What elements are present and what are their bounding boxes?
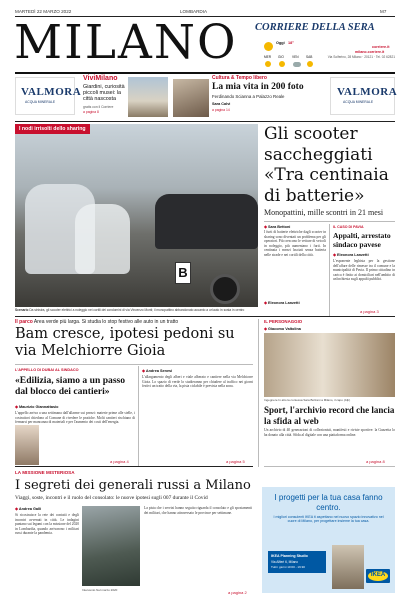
- lead-author-1: ◆ Sara Bettoni: [264, 225, 291, 229]
- weather-day-4: SAB: [306, 55, 313, 59]
- segreti-author: ◆ Andrea Galli: [15, 507, 42, 511]
- cultura-sub: Ferdinando Scianna a Palazzo Reale: [212, 94, 285, 99]
- ikea-logo-text: IKEA: [370, 572, 386, 578]
- sun-icon: [307, 61, 313, 67]
- personaggio-photo: [264, 333, 395, 397]
- cultura-title: Cultura & Tempo libero: [212, 75, 267, 81]
- cultura-author: Sara Calvi: [212, 102, 231, 106]
- vivimilano-title: ViviMilano: [83, 75, 118, 82]
- segreti-kicker: LA MISSIONE MISTERIOSA: [15, 470, 75, 475]
- lead-text-1: I furti di batterie elettriche dagli scooter in sharing sono diventati un problema per gli operatori. Più crescono le vetture di veicoli in noleggio, più aumentano i furti. In centinaia i mezzi lasciati senza batteria nelle strade e nei cortili della città.: [264, 230, 326, 257]
- lead-page[interactable]: a pagina 3: [360, 309, 379, 314]
- weather-box: [262, 40, 320, 74]
- gioia-text: L'allargamento degli alberi e viale alberato e cantiere nella via Melchiorre Gioia. Lo spazio di verde lo studieranno per chiudere al traffico nei giorni festivi un tratto della via, la pista ciclabile è prevista nella zona.: [142, 375, 253, 389]
- personaggio-headline[interactable]: Sport, l'archivio record che lancia la sfida al web: [264, 405, 395, 426]
- ikea-address: Via Alfieri 6, Milano: [271, 560, 299, 564]
- personaggio-author: ◆ Giacomo Valtolina: [264, 327, 301, 331]
- segreti-caption: Intervento Nel marzo 2020: [82, 588, 118, 592]
- ikea-store-box: [268, 551, 326, 573]
- parco-kicker: Il parco: [15, 319, 33, 325]
- lead-side-title[interactable]: Appalti, arrestato sindaco pavese: [333, 231, 391, 249]
- car-shape: [155, 194, 258, 249]
- lead-author-2: ◆ Eleonora Lanzetti: [264, 301, 300, 305]
- masthead-web[interactable]: corriere.it: [372, 45, 390, 49]
- personaggio-kicker: IL PERSONAGGIO: [264, 319, 303, 324]
- lead-photo-label: I nodi irrisolti dello sharing: [15, 124, 90, 134]
- cultura-box[interactable]: [173, 75, 321, 119]
- lead-caption-text: Da sinistra, gli scooter elettrici a noleggio nei cortili dei condomini di via Vincenzo Monti; il monopattino abbandonato accanto a un'auto in sosta in centro: [29, 308, 245, 312]
- vivimilano-photo: [128, 77, 168, 117]
- vivimilano-note: gratis con il Corriere: [83, 105, 114, 109]
- ikea-photo: [332, 545, 364, 589]
- wheel-shape: [210, 274, 240, 304]
- parco-kicker-text: Area verde più larga. Si studia lo stop festivo alle auto in un tratto: [33, 319, 179, 325]
- cultura-photo: [173, 79, 209, 117]
- weather-day-2: GIO: [278, 55, 284, 59]
- sun-icon: [264, 42, 273, 51]
- masthead-paper: CORRIERE DELLA SERA: [255, 22, 375, 33]
- lead-headline[interactable]: Gli scooter saccheggiati «Tra centinaia di batterie»: [264, 124, 389, 206]
- segreti-text-1: Si ricostruisce la rete dei contatti e degli incontri avvenuti in città. Le indagini puntano sui legami con la missione del 2020 in Lombardia, quando arrivarono i militari russi durante la pandemia.: [15, 513, 79, 536]
- masthead-page: M7: [380, 9, 387, 14]
- weather-day-1: MER: [264, 55, 272, 59]
- masthead-web2[interactable]: milano.corriere.it: [355, 50, 385, 54]
- lead-caption: [15, 309, 258, 313]
- lead-side-kicker: IL CASO DI PAVIA: [333, 225, 364, 229]
- cloud-icon: [293, 62, 301, 67]
- weather-label: Oggi: [276, 41, 285, 45]
- cantieri-author: ◆ Maurizio Giannattasio: [15, 405, 59, 409]
- ikea-logo: [366, 569, 390, 583]
- masthead-section: LOMBARDIA: [180, 9, 208, 14]
- valmora-left-sub: ACQUA MINERALE: [25, 100, 56, 104]
- ad-valmora-right[interactable]: [330, 77, 398, 115]
- vivimilano-text: Giardini, curiosità piccoli musei: la città nascosta: [83, 84, 125, 103]
- segreti-page[interactable]: a pagina 2: [228, 590, 247, 595]
- parco-kicker-line: [15, 319, 178, 325]
- personaggio-text: Un archivio di 40 generazioni di collezionisti, manifesti e riviste sportive: la Gazzetta lo ha donato alla città. Sfida al digitale con una piattaforma online.: [264, 428, 395, 437]
- scooter-shape: [75, 204, 130, 274]
- cantieri-headline[interactable]: «Edilizia, siamo a un passo dal blocco dei cantieri»: [15, 375, 126, 397]
- cultura-headline: La mia vita in 200 foto: [212, 82, 304, 92]
- ad-valmora-left[interactable]: [15, 77, 82, 115]
- sun-icon: [265, 61, 271, 67]
- vivimilano-box[interactable]: [83, 75, 169, 119]
- weather-temp: 18°: [288, 41, 294, 45]
- personaggio-page[interactable]: a pagina 8: [366, 459, 385, 464]
- cantieri-page[interactable]: a pagina 4: [110, 459, 129, 464]
- gioia-author: ◆ Andrea Senesi: [142, 369, 173, 373]
- ikea-title: I progetti per la tua casa fanno centro.: [274, 493, 383, 512]
- valmora-right-sub: ACQUA MINERALE: [343, 100, 374, 104]
- gioia-page[interactable]: a pagina 5: [226, 459, 245, 464]
- ikea-text: I migliori consulenti IKEA ti aspettano nel nuovo spazio innovativo nel cuore di Milano, per progettare insieme la tua casa.: [273, 515, 384, 524]
- sun-icon: [279, 61, 285, 67]
- lead-caption-label: Scenario: [15, 308, 29, 312]
- valmora-right-brand: VALMORA: [337, 86, 398, 98]
- parco-headline[interactable]: Bam cresce, ipotesi pedoni su via Melchiorre Gioia: [15, 326, 235, 359]
- ikea-hours: Tutti i giorni 10:00 - 19:30: [271, 565, 305, 569]
- lead-subheadline: Monopattini, mille scontri in 21 mesi: [264, 208, 384, 217]
- lead-side-author: ◆ Eleonora Lanzetti: [333, 253, 369, 257]
- masthead-address: Via Solferino, 28 Milano · 20121 · Tel. 02 62821: [327, 55, 395, 59]
- segreti-photo: [82, 506, 140, 586]
- lead-side-text: L'esponente leghista per la gestione dell'affare delle rimesse tra il comune e la municipalità di Pavia. Il primo cittadino in carica è finito ai domiciliari nell'ambito di un'inchiesta sugli appalti pubblici.: [333, 259, 395, 282]
- segreti-headline[interactable]: I segreti dei generali russi a Milano: [15, 478, 251, 493]
- cantieri-portrait: [15, 425, 39, 465]
- lead-photo: [15, 124, 258, 307]
- vivimilano-page: a pagina 8: [83, 110, 99, 114]
- cultura-page: a pagina 14: [212, 108, 230, 112]
- cantieri-text: L'appello arriva a una settimana dall'allarme sui prezzi: materie prime alle stelle, i costruttori chiedono al Comune di rivedere le pratiche. Molti cantieri rischiano di fermarsi per mancanza di materiali e per l'aumento dei costi dell'energia.: [15, 411, 135, 425]
- valmora-left-brand: VALMORA: [21, 86, 82, 98]
- ikea-store: IKEA Planning Studio: [271, 554, 308, 558]
- cantieri-kicker: L'APPELLO DI DUBAI AL SINDACO: [15, 368, 79, 372]
- segreti-text-2: La pista che i servizi hanno seguito riguarda il consolato e gli spostamenti dei militari, che hanno attraversato le province per settimane.: [144, 506, 252, 515]
- weather-day-3: VEN: [292, 55, 299, 59]
- sign-b: B: [175, 262, 191, 284]
- personaggio-caption: Ingegnere In alto la contessa Sara Bolzani a Milano, il capo (Afp): [264, 398, 351, 402]
- masthead-date: MARTEDÌ 22 MARZO 2022: [15, 9, 72, 14]
- masthead-title: MILANO: [14, 15, 238, 70]
- ad-ikea[interactable]: [262, 487, 395, 593]
- segreti-sub: Viaggi, soste, incontri e il ruolo del consolato: le nuove ipotesi sugli 007 durante il Covid: [15, 495, 208, 501]
